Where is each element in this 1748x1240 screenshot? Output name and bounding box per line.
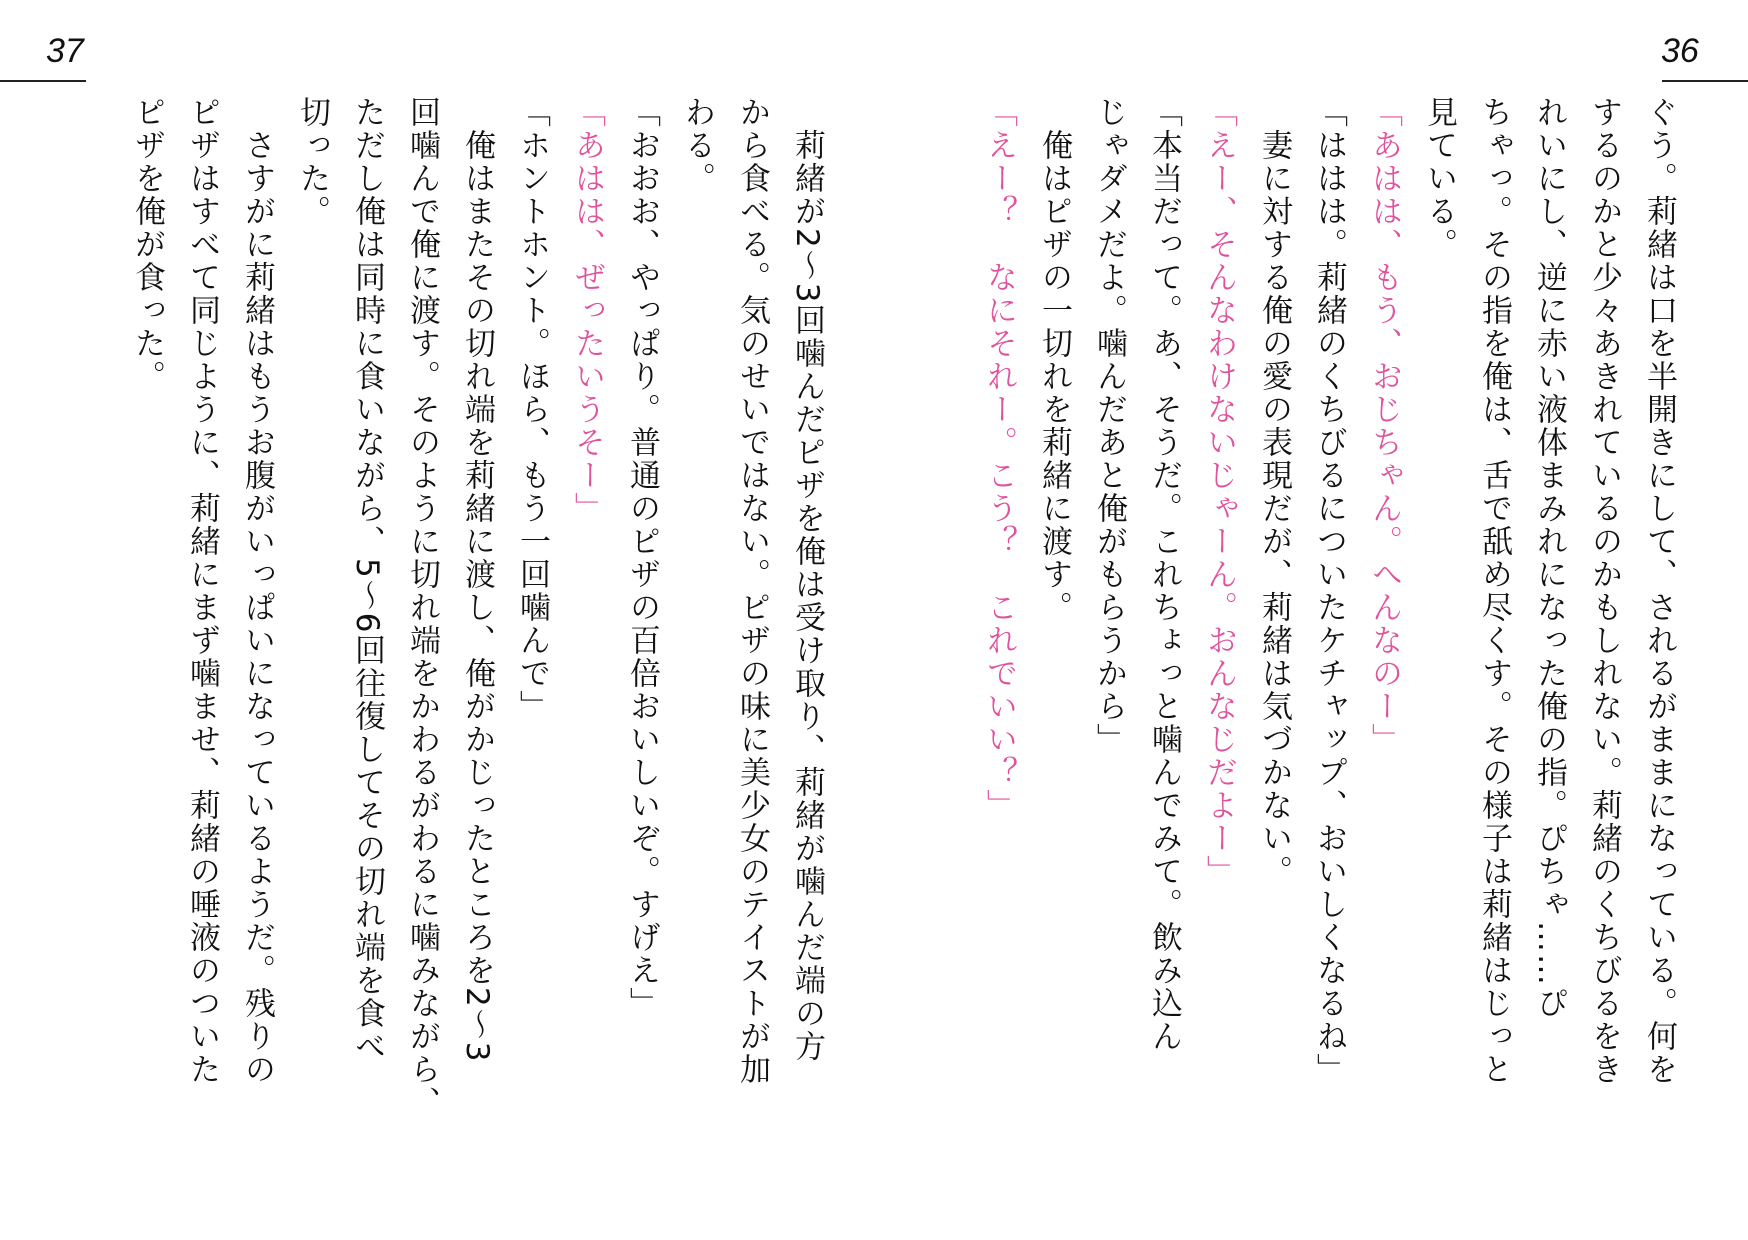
text-line: 妻に対する俺の愛の表現だが、莉緒は気づかない。 xyxy=(1256,96,1292,888)
text-line: するのかと少々あきれているのかもしれない。莉緒のくちびるをき xyxy=(1586,96,1622,1086)
dialogue-line: 「あはは、ぜったいうそー」 xyxy=(569,96,605,525)
text-line: 「おおお、やっぱり。普通のピザの百倍おいしいぞ。すげえ」 xyxy=(624,96,660,1020)
text-line: 俺はまたその切れ端を莉緒に渡し、俺がかじったところを2～3 xyxy=(459,96,495,1064)
page-number: 37 xyxy=(46,32,84,70)
vertical-text-column xyxy=(34,96,834,1156)
page-number: 36 xyxy=(1661,32,1699,70)
text-line: 見ている。 xyxy=(1421,96,1457,261)
text-line: から食べる。気のせいではない。ピザの味に美少女のテイストが加 xyxy=(734,96,770,1086)
text-line: ピザを俺が食った。 xyxy=(129,96,165,393)
text-line: ただし俺は同時に食いながら、5～6回往復してその切れ端を食べ xyxy=(349,96,385,1064)
text-line: 「ははは。莉緒のくちびるについたケチャップ、おいしくなるね」 xyxy=(1311,96,1347,1086)
text-line: わる。 xyxy=(679,96,715,195)
text-line: れいにし、逆に赤い液体まみれになった俺の指。ぴちゃ……ぴ xyxy=(1531,96,1567,1020)
text-line: さすがに莉緒はもうお腹がいっぱいになっているようだ。残りの xyxy=(239,96,275,1086)
text-line: 回噛んで俺に渡す。そのように切れ端をかわるがわるに噛みながら、 xyxy=(404,96,440,1119)
text-line: ちゃっ。その指を俺は、舌で舐め尽くす。その様子は莉緒はじっと xyxy=(1476,96,1512,1086)
header-rule xyxy=(1662,80,1748,82)
vertical-text-column xyxy=(944,96,1686,1156)
text-line: じゃダメだよ。噛んだあと俺がもらうから」 xyxy=(1091,96,1127,756)
text-line: 「本当だって。あ、そうだ。これちょっと噛んでみて。飲み込ん xyxy=(1146,96,1182,1053)
text-line: 莉緒が2～3回噛んだピザを俺は受け取り、莉緒が噛んだ端の方 xyxy=(789,96,825,1064)
text-line: 「ホントホント。ほら、もう一回噛んで」 xyxy=(514,96,550,723)
dialogue-line: 「あはは、もう、おじちゃん。へんなのー」 xyxy=(1366,96,1402,756)
text-line: 俺はピザの一切れを莉緒に渡す。 xyxy=(1036,96,1072,624)
dialogue-line: 「えー？ なにそれー。こう？ これでいい？」 xyxy=(981,96,1017,822)
dialogue-line: 「えー、そんなわけないじゃーん。おんなじだよー」 xyxy=(1201,96,1237,888)
text-line: ぐう。莉緒は口を半開きにして、されるがままになっている。何を xyxy=(1641,96,1677,1086)
text-line: 切った。 xyxy=(294,96,330,228)
text-line: ピザはすべて同じように、莉緒にまず噛ませ、莉緒の唾液のついた xyxy=(184,96,220,1086)
header-rule xyxy=(0,80,86,82)
right-page xyxy=(874,0,1748,1240)
